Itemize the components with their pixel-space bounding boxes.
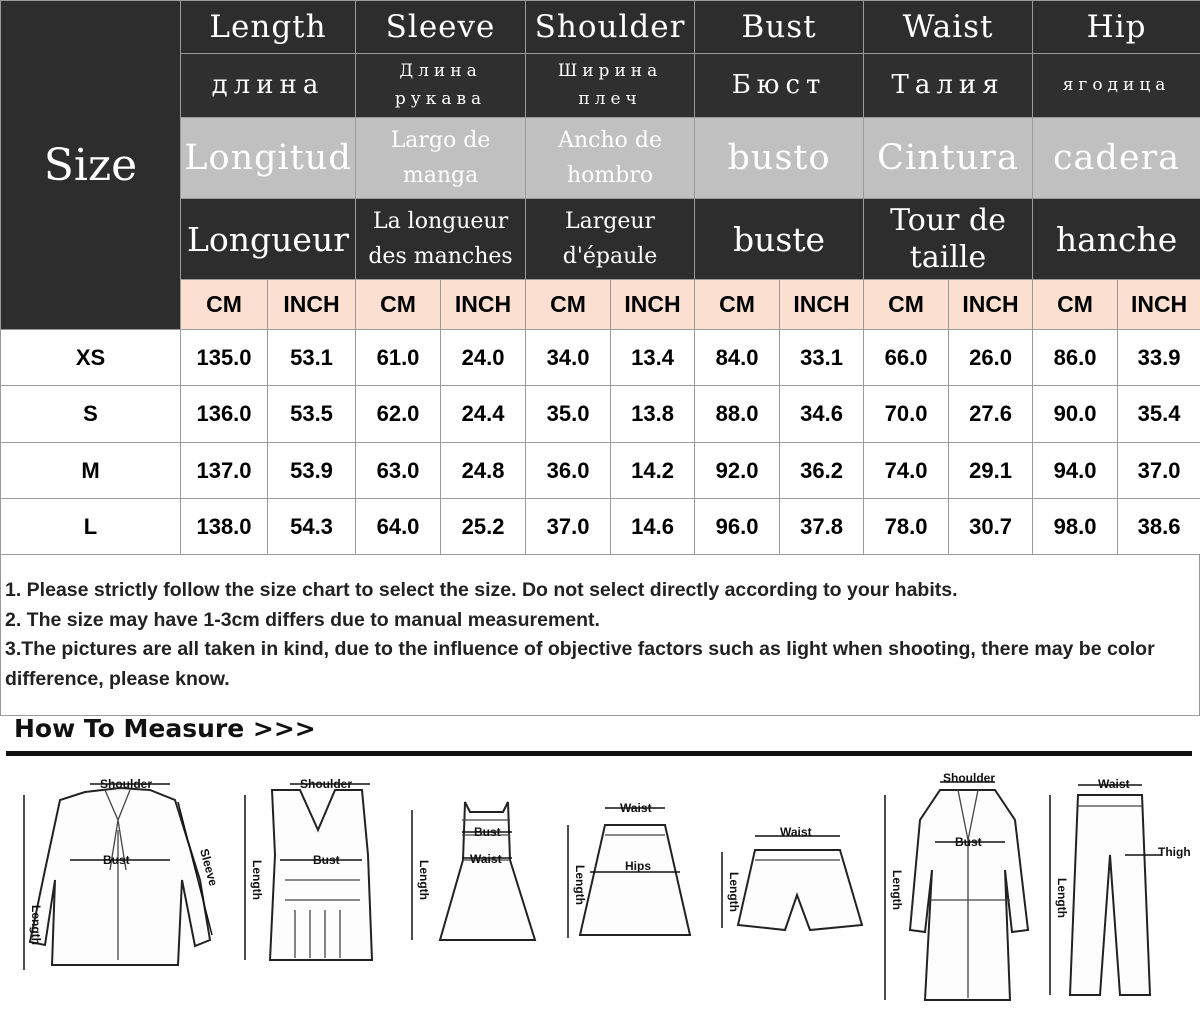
header-hip-ru: ягодица bbox=[1033, 54, 1200, 118]
unit-cm: CM bbox=[1033, 280, 1118, 330]
table-cell: 86.0 bbox=[1033, 330, 1118, 386]
table-cell: 34.0 bbox=[526, 330, 611, 386]
header-bust-es: busto bbox=[695, 118, 864, 199]
table-cell: 135.0 bbox=[181, 330, 268, 386]
header-shoulder-ru: Ширина плеч bbox=[526, 54, 695, 118]
header-sleeve-ru: Длина рукава bbox=[356, 54, 526, 118]
table-cell: 25.2 bbox=[441, 499, 526, 555]
table-cell: 138.0 bbox=[181, 499, 268, 555]
unit-cm: CM bbox=[864, 280, 949, 330]
header-bust: Bust bbox=[695, 1, 864, 54]
header-waist: Waist bbox=[864, 1, 1033, 54]
header-length-fr: Longueur bbox=[181, 199, 356, 280]
unit-inch: INCH bbox=[441, 280, 526, 330]
table-cell: 37.8 bbox=[780, 499, 864, 555]
table-cell: 37.0 bbox=[526, 499, 611, 555]
measure-diagrams bbox=[0, 760, 1200, 1020]
unit-inch: INCH bbox=[611, 280, 695, 330]
table-cell: 27.6 bbox=[949, 386, 1033, 443]
table-cell: 24.8 bbox=[441, 443, 526, 499]
strap-dress-diagram bbox=[412, 802, 535, 940]
divider bbox=[6, 751, 1192, 756]
table-cell: 36.2 bbox=[780, 443, 864, 499]
table-cell: 24.4 bbox=[441, 386, 526, 443]
coat-diagram bbox=[885, 771, 1028, 1000]
table-cell: 30.7 bbox=[949, 499, 1033, 555]
header-bust-fr: buste bbox=[695, 199, 864, 280]
label-waist: Waist bbox=[780, 825, 812, 839]
table-cell: 92.0 bbox=[695, 443, 780, 499]
unit-cm: CM bbox=[695, 280, 780, 330]
table-row bbox=[1, 443, 1200, 499]
label-waist: Waist bbox=[470, 852, 502, 866]
note-1: 1. Please strictly follow the size chart to select the size. Do not select directly according to your habits. bbox=[5, 579, 958, 601]
table-cell: 35.4 bbox=[1118, 386, 1200, 443]
header-waist-es: Cintura bbox=[864, 118, 1033, 199]
header-hip: Hip bbox=[1033, 1, 1200, 54]
table-cell: 24.0 bbox=[441, 330, 526, 386]
header-sleeve-es: Largo de manga bbox=[356, 118, 526, 199]
table-cell: 98.0 bbox=[1033, 499, 1118, 555]
unit-inch: INCH bbox=[268, 280, 356, 330]
table-cell: 78.0 bbox=[864, 499, 949, 555]
unit-inch: INCH bbox=[949, 280, 1033, 330]
label-sleeve: Sleeve bbox=[197, 847, 221, 888]
label-thigh: Thigh bbox=[1158, 845, 1191, 859]
table-cell: 35.0 bbox=[526, 386, 611, 443]
table-cell: 66.0 bbox=[864, 330, 949, 386]
header-waist-ru: Талия bbox=[864, 54, 1033, 118]
size-label: M bbox=[1, 443, 181, 499]
table-cell: 63.0 bbox=[356, 443, 441, 499]
table-cell: 96.0 bbox=[695, 499, 780, 555]
tank-top-diagram bbox=[245, 777, 372, 960]
table-cell: 53.5 bbox=[268, 386, 356, 443]
table-cell: 33.9 bbox=[1118, 330, 1200, 386]
table-cell: 70.0 bbox=[864, 386, 949, 443]
label-bust: Bust bbox=[313, 853, 340, 867]
header-shoulder-fr: Largeur d'épaule bbox=[526, 199, 695, 280]
table-cell: 37.0 bbox=[1118, 443, 1200, 499]
label-bust: Bust bbox=[103, 853, 130, 867]
label-length: Length bbox=[890, 870, 904, 910]
table-row bbox=[1, 499, 1200, 555]
size-label: XS bbox=[1, 330, 181, 386]
table-cell: 84.0 bbox=[695, 330, 780, 386]
table-cell: 74.0 bbox=[864, 443, 949, 499]
note-2: 2. The size may have 1-3cm differs due to manual measurement. bbox=[5, 608, 600, 631]
unit-cm: CM bbox=[526, 280, 611, 330]
size-header: Size bbox=[1, 1, 181, 330]
table-cell: 14.2 bbox=[611, 443, 695, 499]
table-cell: 94.0 bbox=[1033, 443, 1118, 499]
header-shoulder-es: Ancho de hombro bbox=[526, 118, 695, 199]
skirt-diagram bbox=[568, 801, 690, 938]
unit-inch: INCH bbox=[780, 280, 864, 330]
label-length: Length bbox=[29, 905, 43, 945]
table-cell: 137.0 bbox=[181, 443, 268, 499]
label-shoulder: Shoulder bbox=[300, 777, 353, 791]
size-notes bbox=[0, 554, 1200, 716]
shorts-diagram bbox=[722, 825, 862, 930]
unit-cm: CM bbox=[181, 280, 268, 330]
label-length: Length bbox=[417, 860, 431, 900]
label-waist: Waist bbox=[1098, 777, 1130, 791]
label-length: Length bbox=[727, 872, 741, 912]
header-length: Length bbox=[181, 1, 356, 54]
label-length: Length bbox=[250, 860, 264, 900]
blouse-diagram bbox=[24, 777, 221, 970]
label-shoulder: Shoulder bbox=[100, 777, 153, 791]
unit-inch: INCH bbox=[1118, 280, 1200, 330]
header-length-ru: длина bbox=[181, 54, 356, 118]
label-bust: Bust bbox=[474, 825, 501, 839]
header-sleeve-fr: La longueur des manches bbox=[356, 199, 526, 280]
table-cell: 64.0 bbox=[356, 499, 441, 555]
label-length: Length bbox=[573, 865, 587, 905]
table-cell: 34.6 bbox=[780, 386, 864, 443]
table-cell: 53.1 bbox=[268, 330, 356, 386]
table-cell: 88.0 bbox=[695, 386, 780, 443]
table-cell: 13.8 bbox=[611, 386, 695, 443]
header-shoulder: Shoulder bbox=[526, 1, 695, 54]
table-row bbox=[1, 386, 1200, 443]
table-cell: 29.1 bbox=[949, 443, 1033, 499]
table-cell: 36.0 bbox=[526, 443, 611, 499]
table-cell: 54.3 bbox=[268, 499, 356, 555]
header-bust-ru: Бюст bbox=[695, 54, 864, 118]
label-waist: Waist bbox=[620, 801, 652, 815]
header-sleeve: Sleeve bbox=[356, 1, 526, 54]
table-cell: 61.0 bbox=[356, 330, 441, 386]
table-row bbox=[1, 330, 1200, 386]
unit-cm: CM bbox=[356, 280, 441, 330]
header-length-es: Longitud bbox=[181, 118, 356, 199]
header-waist-fr: Tour de taille bbox=[864, 199, 1033, 280]
label-hips: Hips bbox=[625, 859, 652, 873]
label-shoulder: Shoulder bbox=[943, 771, 996, 785]
table-cell: 13.4 bbox=[611, 330, 695, 386]
size-label: L bbox=[1, 499, 181, 555]
table-cell: 14.6 bbox=[611, 499, 695, 555]
size-label: S bbox=[1, 386, 181, 443]
table-cell: 90.0 bbox=[1033, 386, 1118, 443]
how-to-measure-title: How To Measure >>> bbox=[14, 714, 316, 743]
header-hip-fr: hanche bbox=[1033, 199, 1200, 280]
how-to-measure-illustrations bbox=[0, 760, 1200, 1020]
table-cell: 38.6 bbox=[1118, 499, 1200, 555]
note-3: 3.The pictures are all taken in kind, due to the influence of objective factors such as light when shooting, there may be color difference, please know. bbox=[5, 638, 1155, 690]
table-cell: 62.0 bbox=[356, 386, 441, 443]
table-cell: 53.9 bbox=[268, 443, 356, 499]
label-length: Length bbox=[1055, 878, 1069, 918]
table-cell: 26.0 bbox=[949, 330, 1033, 386]
table-cell: 33.1 bbox=[780, 330, 864, 386]
label-bust: Bust bbox=[955, 835, 982, 849]
trousers-diagram bbox=[1050, 777, 1191, 995]
header-hip-es: cadera bbox=[1033, 118, 1200, 199]
table-cell: 136.0 bbox=[181, 386, 268, 443]
